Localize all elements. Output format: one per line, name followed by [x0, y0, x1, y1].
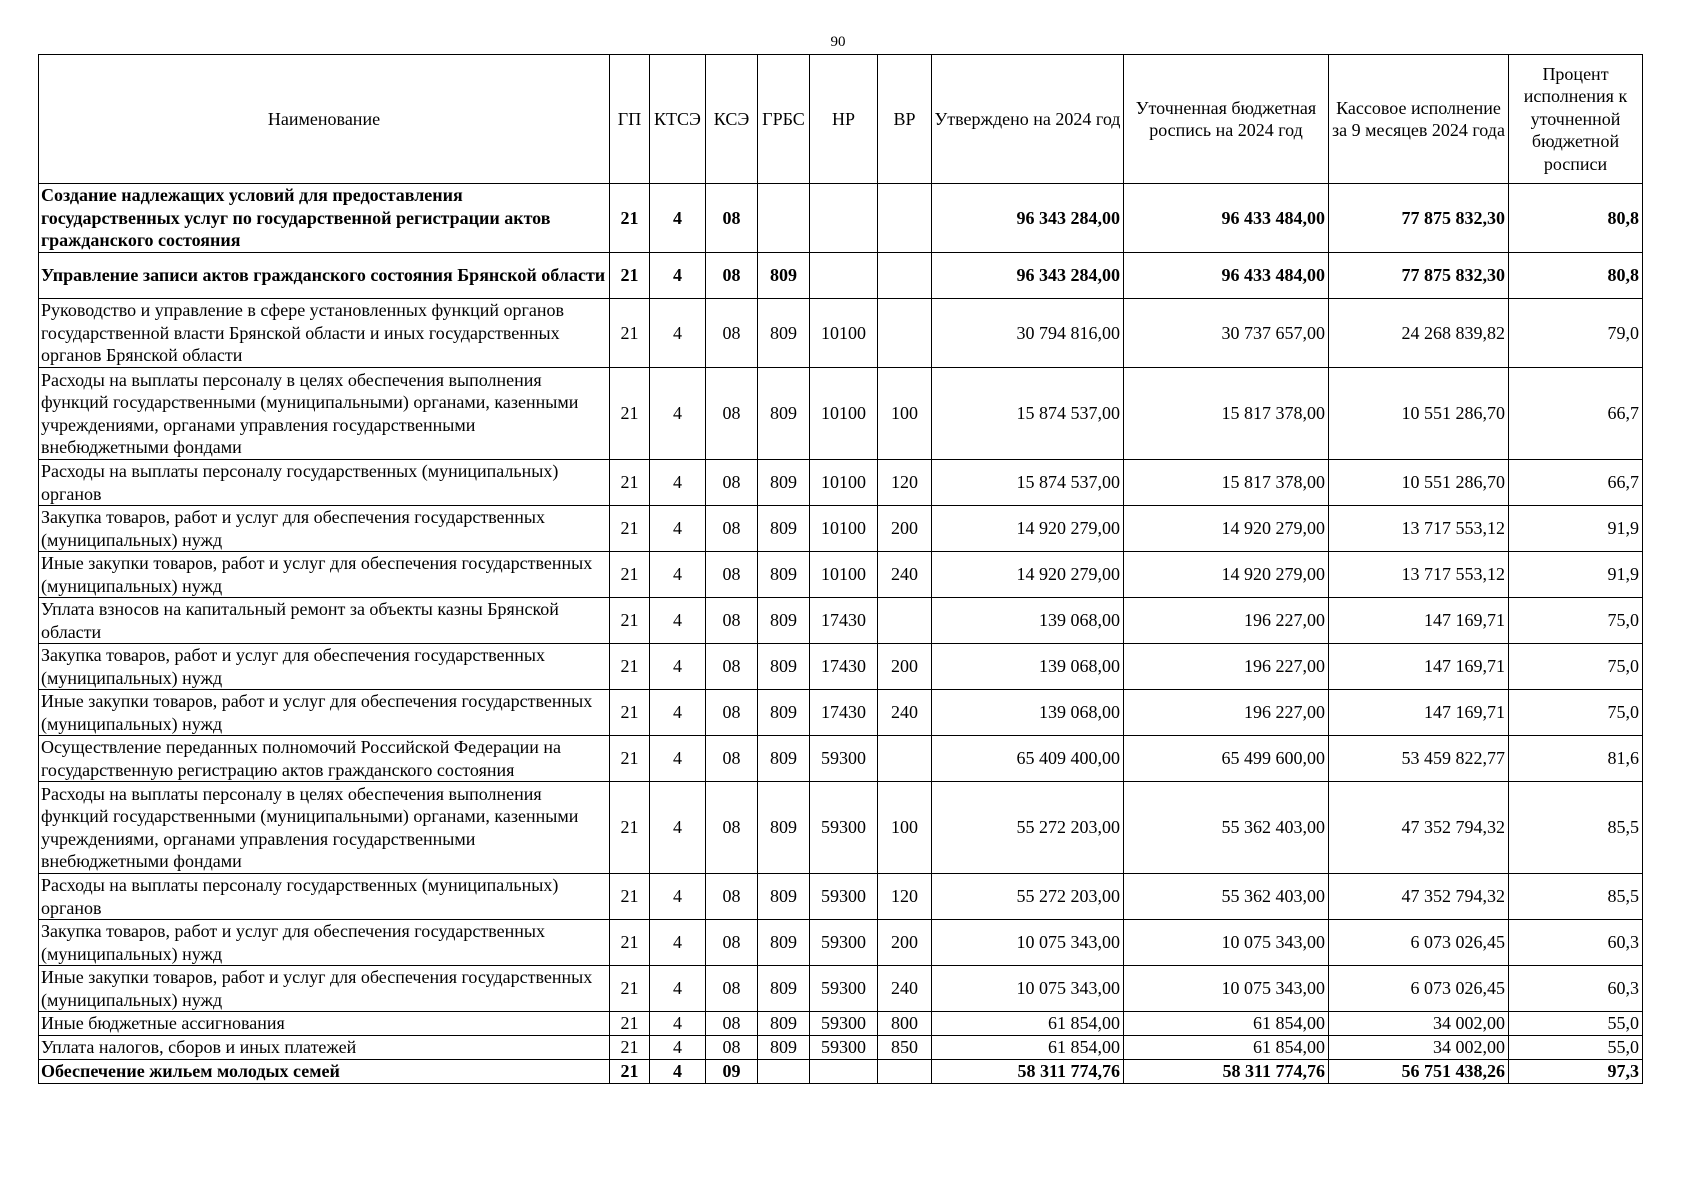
cell-cash: 47 352 794,32	[1329, 782, 1509, 874]
cell-vr: 240	[878, 966, 932, 1012]
cell-ktse: 4	[650, 874, 706, 920]
cell-gp: 21	[610, 874, 650, 920]
table-row	[39, 782, 1643, 874]
cell-ktse: 4	[650, 460, 706, 506]
table-row	[39, 506, 1643, 552]
col-header-kse: КСЭ	[706, 55, 758, 184]
cell-grbs: 809	[758, 736, 810, 782]
table-row	[39, 1060, 1643, 1084]
cell-cash: 13 717 553,12	[1329, 506, 1509, 552]
cell-vr: 100	[878, 782, 932, 874]
cell-nr	[810, 253, 878, 299]
cell-percent: 55,0	[1509, 1036, 1643, 1060]
cell-nr: 59300	[810, 1012, 878, 1036]
cell-name: Закупка товаров, работ и услуг для обеспечения государственных (муниципальных) нужд	[39, 644, 610, 690]
cell-ktse: 4	[650, 552, 706, 598]
cell-gp: 21	[610, 368, 650, 460]
cell-ktse: 4	[650, 506, 706, 552]
cell-name: Создание надлежащих условий для предоставления государственных услуг по государственной регистрации актов гражданского состояния	[39, 184, 610, 253]
table-row	[39, 966, 1643, 1012]
cell-approved: 55 272 203,00	[932, 782, 1124, 874]
cell-refined: 15 817 378,00	[1124, 368, 1329, 460]
cell-kse: 08	[706, 184, 758, 253]
cell-cash: 77 875 832,30	[1329, 253, 1509, 299]
cell-approved: 14 920 279,00	[932, 552, 1124, 598]
cell-gp: 21	[610, 782, 650, 874]
cell-ktse: 4	[650, 782, 706, 874]
table-row	[39, 460, 1643, 506]
cell-approved: 10 075 343,00	[932, 920, 1124, 966]
cell-kse: 08	[706, 253, 758, 299]
cell-nr: 59300	[810, 920, 878, 966]
budget-execution-table	[38, 54, 1643, 1084]
cell-kse: 08	[706, 736, 758, 782]
cell-percent: 75,0	[1509, 690, 1643, 736]
cell-approved: 15 874 537,00	[932, 460, 1124, 506]
table-row	[39, 299, 1643, 368]
cell-name: Уплата взносов на капитальный ремонт за объекты казны Брянской области	[39, 598, 610, 644]
cell-name: Расходы на выплаты персоналу государственных (муниципальных) органов	[39, 460, 610, 506]
cell-approved: 61 854,00	[932, 1036, 1124, 1060]
col-header-nr: НР	[810, 55, 878, 184]
cell-grbs: 809	[758, 690, 810, 736]
cell-grbs	[758, 1060, 810, 1084]
cell-gp: 21	[610, 552, 650, 598]
cell-percent: 91,9	[1509, 506, 1643, 552]
header-row	[39, 55, 1643, 184]
cell-refined: 10 075 343,00	[1124, 966, 1329, 1012]
cell-grbs	[758, 184, 810, 253]
cell-nr: 10100	[810, 506, 878, 552]
col-header-vr: ВР	[878, 55, 932, 184]
cell-nr: 59300	[810, 736, 878, 782]
cell-refined: 14 920 279,00	[1124, 506, 1329, 552]
cell-cash: 6 073 026,45	[1329, 920, 1509, 966]
cell-grbs: 809	[758, 1036, 810, 1060]
cell-percent: 55,0	[1509, 1012, 1643, 1036]
cell-kse: 08	[706, 552, 758, 598]
cell-gp: 21	[610, 299, 650, 368]
cell-cash: 10 551 286,70	[1329, 460, 1509, 506]
cell-cash: 147 169,71	[1329, 644, 1509, 690]
cell-ktse: 4	[650, 1036, 706, 1060]
cell-gp: 21	[610, 690, 650, 736]
cell-vr: 120	[878, 874, 932, 920]
cell-nr: 59300	[810, 966, 878, 1012]
cell-vr	[878, 299, 932, 368]
cell-ktse: 4	[650, 1012, 706, 1036]
cell-cash: 77 875 832,30	[1329, 184, 1509, 253]
cell-name: Расходы на выплаты персоналу в целях обеспечения выполнения функций государственными (муниципальными) органами, казенными учреждениями, органами управления государственными внебюджетными фондами	[39, 782, 610, 874]
cell-gp: 21	[610, 1060, 650, 1084]
cell-ktse: 4	[650, 736, 706, 782]
cell-approved: 30 794 816,00	[932, 299, 1124, 368]
col-header-cash: Кассовое исполнение за 9 месяцев 2024 года	[1329, 55, 1509, 184]
table-row	[39, 920, 1643, 966]
cell-nr: 17430	[810, 690, 878, 736]
cell-kse: 08	[706, 299, 758, 368]
cell-approved: 96 343 284,00	[932, 184, 1124, 253]
cell-gp: 21	[610, 1012, 650, 1036]
cell-kse: 08	[706, 1012, 758, 1036]
col-header-ktse: КТСЭ	[650, 55, 706, 184]
cell-kse: 08	[706, 920, 758, 966]
table-body	[39, 184, 1643, 1084]
cell-percent: 80,8	[1509, 184, 1643, 253]
cell-cash: 147 169,71	[1329, 598, 1509, 644]
cell-vr: 850	[878, 1036, 932, 1060]
cell-name: Обеспечение жильем молодых семей	[39, 1060, 610, 1084]
cell-ktse: 4	[650, 184, 706, 253]
cell-vr: 240	[878, 552, 932, 598]
table-row	[39, 644, 1643, 690]
cell-refined: 196 227,00	[1124, 690, 1329, 736]
cell-percent: 80,8	[1509, 253, 1643, 299]
cell-approved: 15 874 537,00	[932, 368, 1124, 460]
cell-percent: 60,3	[1509, 920, 1643, 966]
table-row	[39, 736, 1643, 782]
cell-ktse: 4	[650, 644, 706, 690]
cell-cash: 24 268 839,82	[1329, 299, 1509, 368]
cell-vr: 120	[878, 460, 932, 506]
cell-refined: 96 433 484,00	[1124, 253, 1329, 299]
cell-nr: 10100	[810, 552, 878, 598]
cell-gp: 21	[610, 736, 650, 782]
cell-percent: 60,3	[1509, 966, 1643, 1012]
cell-nr: 10100	[810, 299, 878, 368]
cell-grbs: 809	[758, 253, 810, 299]
table-row	[39, 184, 1643, 253]
cell-percent: 66,7	[1509, 460, 1643, 506]
cell-percent: 66,7	[1509, 368, 1643, 460]
col-header-refined: Уточненная бюджетная роспись на 2024 год	[1124, 55, 1329, 184]
cell-refined: 14 920 279,00	[1124, 552, 1329, 598]
cell-grbs: 809	[758, 782, 810, 874]
page-number: 90	[830, 34, 846, 50]
cell-gp: 21	[610, 460, 650, 506]
cell-gp: 21	[610, 920, 650, 966]
cell-nr	[810, 1060, 878, 1084]
cell-refined: 196 227,00	[1124, 598, 1329, 644]
table-row	[39, 1036, 1643, 1060]
cell-vr: 200	[878, 644, 932, 690]
cell-name: Иные закупки товаров, работ и услуг для обеспечения государственных (муниципальных) нужд	[39, 690, 610, 736]
cell-name: Руководство и управление в сфере установленных функций органов государственной власти Брянской области и иных государственных органов Брянской области	[39, 299, 610, 368]
cell-cash: 147 169,71	[1329, 690, 1509, 736]
cell-percent: 91,9	[1509, 552, 1643, 598]
cell-refined: 55 362 403,00	[1124, 782, 1329, 874]
cell-refined: 10 075 343,00	[1124, 920, 1329, 966]
cell-cash: 53 459 822,77	[1329, 736, 1509, 782]
cell-gp: 21	[610, 644, 650, 690]
cell-grbs: 809	[758, 552, 810, 598]
col-header-name: Наименование	[39, 55, 610, 184]
cell-refined: 30 737 657,00	[1124, 299, 1329, 368]
cell-vr	[878, 253, 932, 299]
cell-ktse: 4	[650, 966, 706, 1012]
cell-nr: 10100	[810, 368, 878, 460]
table-row	[39, 874, 1643, 920]
cell-percent: 75,0	[1509, 644, 1643, 690]
cell-cash: 34 002,00	[1329, 1012, 1509, 1036]
table-row	[39, 690, 1643, 736]
cell-name: Закупка товаров, работ и услуг для обеспечения государственных (муниципальных) нужд	[39, 506, 610, 552]
cell-approved: 96 343 284,00	[932, 253, 1124, 299]
cell-approved: 65 409 400,00	[932, 736, 1124, 782]
cell-refined: 61 854,00	[1124, 1036, 1329, 1060]
cell-ktse: 4	[650, 690, 706, 736]
cell-grbs: 809	[758, 299, 810, 368]
cell-grbs: 809	[758, 506, 810, 552]
cell-vr	[878, 1060, 932, 1084]
cell-kse: 08	[706, 782, 758, 874]
cell-name: Закупка товаров, работ и услуг для обеспечения государственных (муниципальных) нужд	[39, 920, 610, 966]
cell-ktse: 4	[650, 299, 706, 368]
cell-name: Расходы на выплаты персоналу государственных (муниципальных) органов	[39, 874, 610, 920]
cell-refined: 61 854,00	[1124, 1012, 1329, 1036]
cell-approved: 58 311 774,76	[932, 1060, 1124, 1084]
cell-kse: 08	[706, 460, 758, 506]
cell-cash: 6 073 026,45	[1329, 966, 1509, 1012]
col-header-approved: Утверждено на 2024 год	[932, 55, 1124, 184]
col-header-gp: ГП	[610, 55, 650, 184]
cell-name: Расходы на выплаты персоналу в целях обеспечения выполнения функций государственными (муниципальными) органами, казенными учреждениями, органами управления государственными внебюджетными фондами	[39, 368, 610, 460]
cell-nr: 17430	[810, 644, 878, 690]
table-row	[39, 598, 1643, 644]
col-header-percent: Процент исполнения к уточненной бюджетной росписи	[1509, 55, 1643, 184]
cell-gp: 21	[610, 966, 650, 1012]
table-row	[39, 552, 1643, 598]
cell-refined: 55 362 403,00	[1124, 874, 1329, 920]
cell-vr: 200	[878, 506, 932, 552]
cell-vr: 800	[878, 1012, 932, 1036]
cell-percent: 75,0	[1509, 598, 1643, 644]
cell-approved: 14 920 279,00	[932, 506, 1124, 552]
cell-nr: 59300	[810, 1036, 878, 1060]
cell-percent: 97,3	[1509, 1060, 1643, 1084]
cell-cash: 47 352 794,32	[1329, 874, 1509, 920]
cell-kse: 08	[706, 368, 758, 460]
cell-vr	[878, 184, 932, 253]
cell-vr: 240	[878, 690, 932, 736]
table-row	[39, 368, 1643, 460]
cell-kse: 08	[706, 1036, 758, 1060]
cell-approved: 61 854,00	[932, 1012, 1124, 1036]
cell-nr: 59300	[810, 874, 878, 920]
cell-refined: 65 499 600,00	[1124, 736, 1329, 782]
cell-percent: 81,6	[1509, 736, 1643, 782]
cell-refined: 96 433 484,00	[1124, 184, 1329, 253]
cell-refined: 196 227,00	[1124, 644, 1329, 690]
cell-kse: 08	[706, 690, 758, 736]
table-row	[39, 253, 1643, 299]
cell-approved: 10 075 343,00	[932, 966, 1124, 1012]
cell-vr: 200	[878, 920, 932, 966]
cell-cash: 13 717 553,12	[1329, 552, 1509, 598]
cell-nr: 10100	[810, 460, 878, 506]
cell-grbs: 809	[758, 644, 810, 690]
cell-cash: 56 751 438,26	[1329, 1060, 1509, 1084]
cell-grbs: 809	[758, 1012, 810, 1036]
cell-name: Иные закупки товаров, работ и услуг для обеспечения государственных (муниципальных) нужд	[39, 552, 610, 598]
cell-nr: 17430	[810, 598, 878, 644]
cell-approved: 139 068,00	[932, 644, 1124, 690]
cell-refined: 15 817 378,00	[1124, 460, 1329, 506]
table-row	[39, 1012, 1643, 1036]
cell-nr	[810, 184, 878, 253]
cell-vr: 100	[878, 368, 932, 460]
cell-kse: 08	[706, 506, 758, 552]
cell-ktse: 4	[650, 920, 706, 966]
cell-kse: 08	[706, 598, 758, 644]
cell-percent: 85,5	[1509, 874, 1643, 920]
cell-cash: 10 551 286,70	[1329, 368, 1509, 460]
cell-kse: 08	[706, 966, 758, 1012]
cell-name: Уплата налогов, сборов и иных платежей	[39, 1036, 610, 1060]
cell-kse: 08	[706, 644, 758, 690]
cell-ktse: 4	[650, 368, 706, 460]
cell-gp: 21	[610, 253, 650, 299]
cell-vr	[878, 598, 932, 644]
cell-approved: 139 068,00	[932, 598, 1124, 644]
cell-ktse: 4	[650, 253, 706, 299]
cell-name: Управление записи актов гражданского состояния Брянской области	[39, 253, 610, 299]
cell-grbs: 809	[758, 460, 810, 506]
cell-percent: 85,5	[1509, 782, 1643, 874]
cell-grbs: 809	[758, 368, 810, 460]
cell-gp: 21	[610, 598, 650, 644]
cell-gp: 21	[610, 184, 650, 253]
cell-grbs: 809	[758, 874, 810, 920]
cell-nr: 59300	[810, 782, 878, 874]
col-header-grbs: ГРБС	[758, 55, 810, 184]
cell-name: Иные бюджетные ассигнования	[39, 1012, 610, 1036]
cell-approved: 55 272 203,00	[932, 874, 1124, 920]
cell-kse: 08	[706, 874, 758, 920]
cell-approved: 139 068,00	[932, 690, 1124, 736]
cell-name: Осуществление переданных полномочий Российской Федерации на государственную регистрацию актов гражданского состояния	[39, 736, 610, 782]
cell-gp: 21	[610, 1036, 650, 1060]
cell-gp: 21	[610, 506, 650, 552]
cell-percent: 79,0	[1509, 299, 1643, 368]
cell-name: Иные закупки товаров, работ и услуг для обеспечения государственных (муниципальных) нужд	[39, 966, 610, 1012]
cell-grbs: 809	[758, 598, 810, 644]
cell-grbs: 809	[758, 966, 810, 1012]
cell-refined: 58 311 774,76	[1124, 1060, 1329, 1084]
cell-kse: 09	[706, 1060, 758, 1084]
cell-ktse: 4	[650, 598, 706, 644]
cell-cash: 34 002,00	[1329, 1036, 1509, 1060]
cell-ktse: 4	[650, 1060, 706, 1084]
cell-vr	[878, 736, 932, 782]
cell-grbs: 809	[758, 920, 810, 966]
